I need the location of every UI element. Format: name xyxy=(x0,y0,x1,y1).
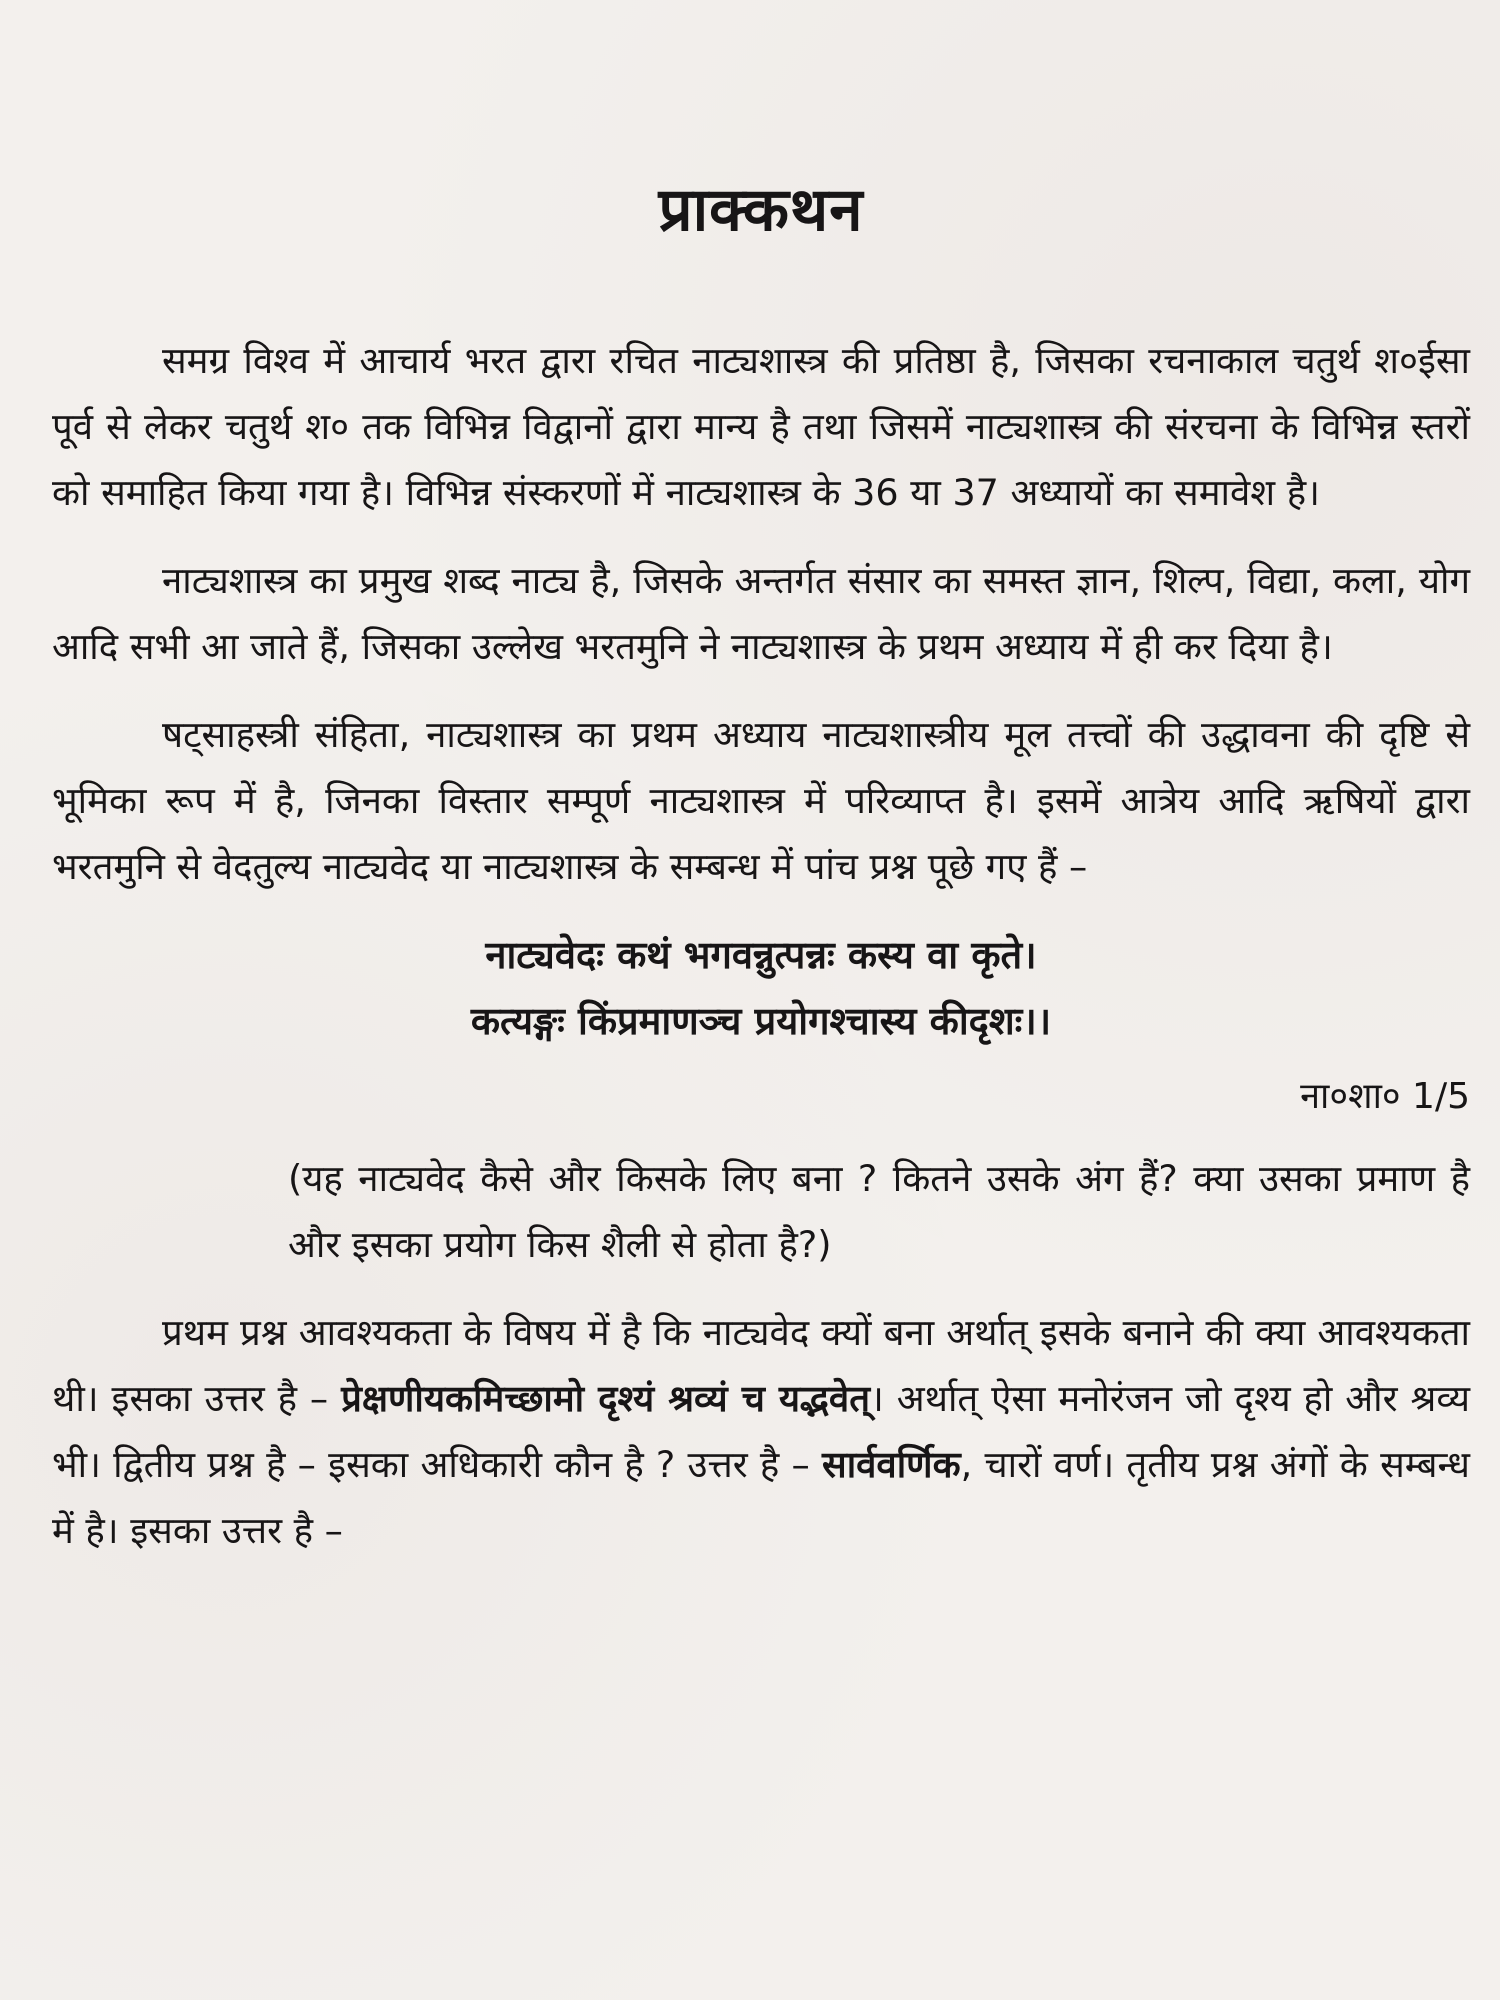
verse-line-1: नाट्यवेदः कथं भगवन्नुत्पन्नः कस्य वा कृते। xyxy=(485,933,1037,977)
page-title: प्राक्कथन xyxy=(658,175,864,245)
paragraph-2: नाट्यशास्त्र का प्रमुख शब्द नाट्य है, जिसके अन्तर्गत संसार का समस्त ज्ञान, शिल्प, विद्या, कला, योग आदि सभी आ जाते हैं, जिसका उल्लेख भरतमुनि ने नाट्यशास्त्र के प्रथम अध्याय में ही कर दिया है। xyxy=(52,559,1470,668)
paragraph-4-bold-term: सार्ववर्णिक xyxy=(822,1443,961,1486)
paragraph-4-text-2: । अर्थात् ऐसा मनोरंजन जो दृश्य हो और श्रव्य भी। द्वितीय प्रश्न है – इसका अधिकारी कौन है ? उत्तर है – xyxy=(52,1377,1470,1486)
paragraph-3: षट्साहस्त्री संहिता, नाट्यशास्त्र का प्रथम अध्याय नाट्यशास्त्रीय मूल तत्त्वों की उद्धावना की दृष्टि से भूमिका रूप में है, जिनका विस्तार सम्पूर्ण नाट्यशास्त्र में परिव्याप्त है। इसमें आत्रेय आदि ऋषियों द्वारा भरतमुनि से वेदतुल्य नाट्यवेद या नाट्यशास्त्र के सम्बन्ध में पांच प्रश्न पूछे गए हैं – xyxy=(52,713,1470,888)
paragraph-4-text-3: , चारों वर्ण। तृतीय प्रश्न अंगों के सम्बन्ध में है। इसका उत्तर है – xyxy=(52,1443,1471,1552)
verse-line-2: कत्यङ्गः किंप्रमाणञ्च प्रयोगश्चास्य कीदृशः।। xyxy=(470,999,1052,1043)
verse-reference: ना०शा० 1/5 xyxy=(1300,1076,1470,1117)
verse-translation: (यह नाट्यवेद कैसे और किसके लिए बना ? कितने उसके अंग हैं? क्या उसका प्रमाण है और इसका प्रयोग किस शैली से होता है?) xyxy=(288,1157,1470,1266)
paragraph-1: समग्र विश्व में आचार्य भरत द्वारा रचित नाट्यशास्त्र की प्रतिष्ठा है, जिसका रचनाकाल चतुर्थ श०ईसा पूर्व से लेकर चतुर्थ श० तक विभिन्न विद्वानों द्वारा मान्य है तथा जिसमें नाट्यशास्त्र की संरचना के विभिन्न स्तरों को समाहित किया गया है। विभिन्न संस्करणों में नाट्यशास्त्र के 36 या 37 अध्यायों का समावेश है। xyxy=(52,339,1470,514)
verse-block xyxy=(52,922,1470,1054)
paragraph-4-bold-quote: प्रेक्षणीयकमिच्छामो दृश्यं श्रव्यं च यद्भवेत् xyxy=(341,1377,870,1420)
paragraph-4-text-1: प्रथम प्रश्न आवश्यकता के विषय में है कि नाट्यवेद क्यों बना अर्थात् इसके बनाने की क्या आवश्यकता थी। इसका उत्तर है – xyxy=(52,1311,1470,1420)
paragraph-4 xyxy=(52,1300,1470,1564)
